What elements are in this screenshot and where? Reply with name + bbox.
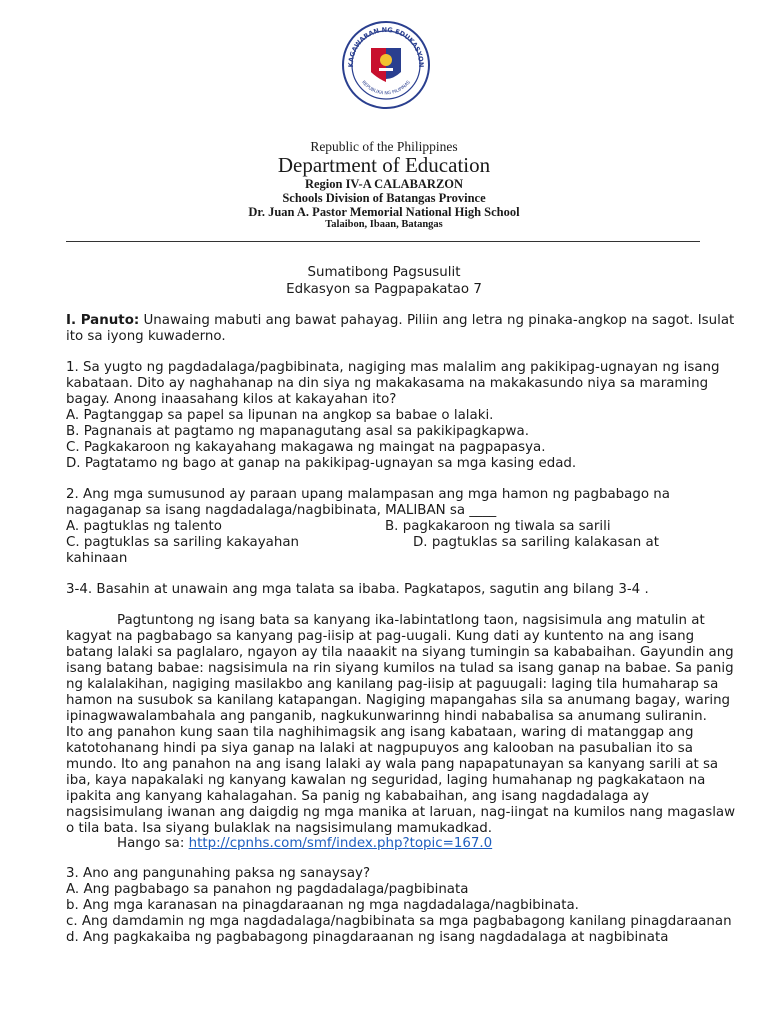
q2-choice-c: C. pagtuklas sa sariling kakayahan bbox=[66, 535, 300, 550]
passage-line: ng kalalakihan, nagiging masilakbo ang kanilang pag-iisip at paguugali: laging tila humaharap sa bbox=[66, 677, 719, 692]
instructions-label: I. Panuto: bbox=[66, 313, 140, 328]
passage-line: batang lalaki sa paglalaro, ngayon ay tila naaakit na siyang tumingin sa kababaihan. Gayundin ang bbox=[66, 645, 734, 660]
passage-line: ipakita ang kanyang kahalagahan. Sa panig ng kababaihan, ang isang nagdadalaga ay bbox=[66, 789, 650, 804]
q2-choice-b: B. pagkakaroon ng tiwala sa sarili bbox=[385, 519, 611, 534]
test-subject: Edkasyon sa Pagpapakatao 7 bbox=[286, 282, 482, 297]
passage-line: iba, kaya napakalaki ng kanyang kawalan ng seguridad, laging humahanap ng pagkakataon na bbox=[66, 773, 706, 788]
test-title: Sumatibong Pagsusulit bbox=[307, 265, 461, 280]
q2-choice-d-cont: kahinaan bbox=[66, 551, 128, 566]
q3-question: 3. Ano ang pangunahing paksa ng sanaysay? bbox=[66, 866, 371, 881]
q3-choice-b: b. Ang mga karanasan na pinagdaraanan ng mga nagdadalaga/nagbibinata. bbox=[66, 898, 579, 913]
deped-seal-logo bbox=[341, 20, 431, 110]
q1-line-2: kabataan. Dito ay naghahanap na din siya ng makakasama na makakasundo niya sa maraming bbox=[66, 376, 709, 391]
school-name: Dr. Juan A. Pastor Memorial National High School bbox=[248, 205, 520, 219]
q1-line-3: bagay. Anong inaasahang kilos at kakayahan ito? bbox=[66, 392, 397, 407]
passage-line: hamon na susubok sa kanilang katapangan. Nagiging mapangahas sila sa anumang bagay, waring bbox=[66, 693, 731, 708]
passage-line: katotohanang hindi pa siya ganap na lalaki at nagpupuyos ang kaloobаn na pasubalian ito sa bbox=[66, 741, 693, 756]
q1-choice-b: B. Pagnanais at pagtamo ng mapanagutang asal sa pakikipagkapwa. bbox=[66, 424, 529, 439]
passage-line: Ito ang panahon kung saan tila naghihimagsik ang isang kabataan, waring di matanggap ang bbox=[66, 725, 694, 740]
q1-line-1: 1. Sa yugto ng pagdadalaga/pagbibinata, nagiging mas malalim ang pakikipag-ugnayan ng isang bbox=[66, 360, 720, 375]
svg-text:KAGAWARAN NG EDUKASYON: KAGAWARAN NG EDUKASYON bbox=[346, 25, 426, 68]
source-link[interactable]: http://cpnhs.com/smf/index.php?topic=167.0 bbox=[188, 836, 493, 851]
passage-line: mundo. Ito ang panahon na ang isang lalaki ay wala pang napapatunayan sa kanyang sarili at sa bbox=[66, 757, 719, 772]
header-divider bbox=[66, 241, 700, 242]
passage-line: nagsisimulang iwanan ang daigdig ng mga manika at laruan, nag-iingat na kumilos nang magaslaw bbox=[66, 805, 736, 820]
q2-choice-a: A. pagtuklas ng talento bbox=[66, 519, 222, 534]
q3-choice-d: d. Ang pagkakaiba ng pagbabagong pinagdaraanan ng isang nagdadalaga at nagbibinata bbox=[66, 930, 669, 945]
department-title: Department of Education bbox=[277, 153, 491, 177]
region-line: Region IV-A CALABARZON bbox=[304, 177, 464, 191]
instructions-line-1 bbox=[66, 313, 734, 329]
q3-choice-c: c. Ang damdamin ng mga nagdadalaga/nagbibinata sa mga pagbabagong kanilang pinagdaraanan bbox=[66, 914, 732, 929]
passage-line: isang batang babae: nagsisimula na rin siyang kumilos na tulad sa isang ganap na babae. Sa panig bbox=[66, 661, 734, 676]
school-address: Talaibon, Ibaan, Batangas bbox=[325, 219, 443, 230]
q2-line-2: nagaganap sa isang nagdadalaga/nagbibinata, MALIBAN sa ____ bbox=[66, 503, 497, 518]
q1-choice-c: C. Pagkakaroon ng kakayahang makagawa ng maingat na pagpapasya. bbox=[66, 440, 546, 455]
passage-line: o tila bata. Isa siyang bulaklak na nagsisimulang mamukadkad. bbox=[66, 821, 493, 836]
q2-line-1: 2. Ang mga sumusunod ay paraan upang malampasan ang mga hamon ng pagbabago na bbox=[66, 487, 671, 502]
instructions-line-2: ito sa iyong kuwaderno. bbox=[66, 329, 226, 344]
q2-choice-d: D. pagtuklas sa sariling kalakasan at bbox=[413, 535, 659, 550]
passage-line: Pagtuntong ng isang bata sa kanyang ika-labintatlong taon, nagsisimula ang matulin at bbox=[117, 613, 705, 628]
q1-choice-a: A. Pagtanggap sa papel sa lipunan na angkop sa babae o lalaki. bbox=[66, 408, 494, 423]
q34-intro: 3-4. Basahin at unawain ang mga talata sa ibaba. Pagkatapos, sagutin ang bilang 3-4 . bbox=[66, 582, 649, 597]
source-label: Hango sa: bbox=[117, 836, 189, 851]
svg-text:REPUBLIKA NG PILIPINAS: REPUBLIKA NG PILIPINAS bbox=[360, 80, 412, 97]
republic-line: Republic of the Philippines bbox=[310, 139, 458, 154]
instructions-text: Unawaing mabuti ang bawat pahayag. Piliin ang letra ng pinaka-angkop na sagot. Isulat bbox=[139, 313, 735, 328]
division-line: Schools Division of Batangas Province bbox=[282, 191, 486, 205]
q3-choice-a: A. Ang pagbabago sa panahon ng pagdadalaga/pagbibinata bbox=[66, 882, 469, 897]
passage-line: ipinagwawalambahala ang panganib, nagkukunwarinng hindi nababalisa sa anumang suliranin. bbox=[66, 709, 707, 724]
q1-choice-d: D. Pagtatamo ng bago at ganap na pakikipag-ugnayan sa mga kasing edad. bbox=[66, 456, 577, 471]
passage-line: kagyat na pagbabago sa kanyang pag-iisip at pag-uugali. Kung dati ay kuntento na ang isang bbox=[66, 629, 695, 644]
source-line bbox=[117, 836, 492, 852]
